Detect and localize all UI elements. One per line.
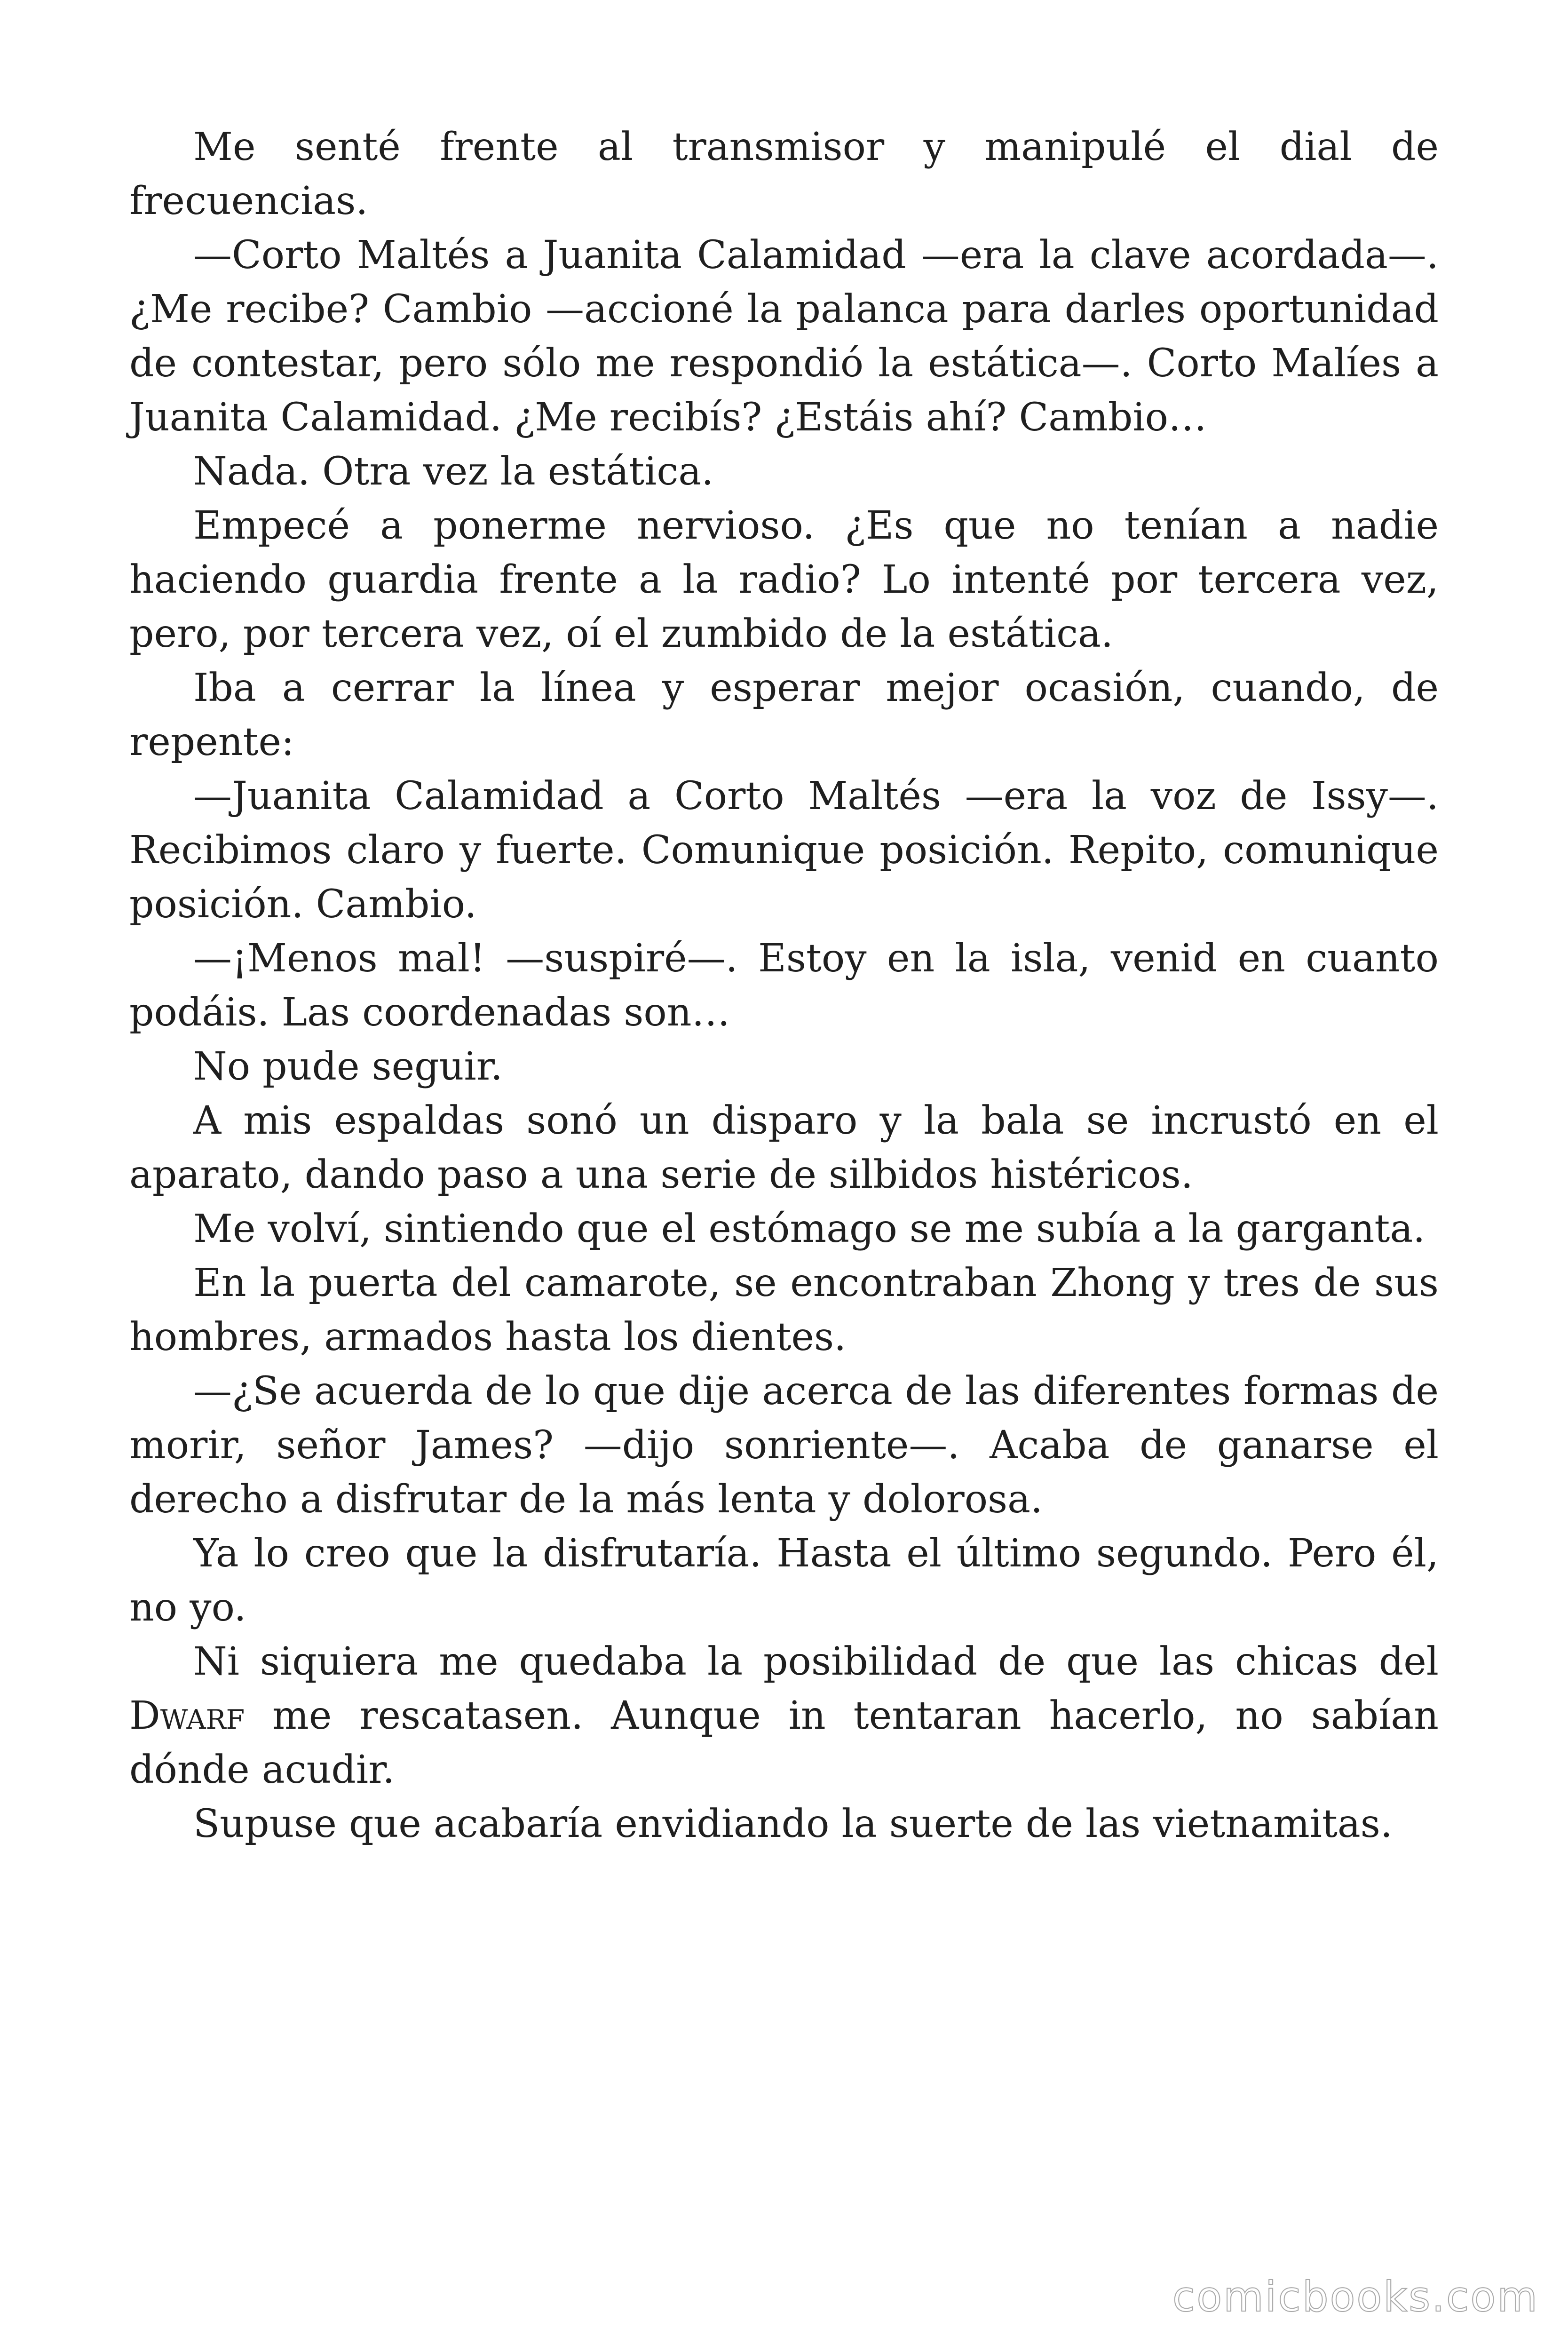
paragraph-dwarf xyxy=(129,1635,1439,1797)
paragraph: En la puerta del camarote, se encontraban Zhong y tres de sus hombres, armados hasta los dientes. xyxy=(129,1261,1439,1359)
paragraph: —¿Se acuerda de lo que dije acerca de las diferentes formas de morir, señor James? —dijo sonriente—. Acaba de ganarse el derecho a disfrutar de la más lenta y dolorosa. xyxy=(129,1369,1439,1522)
paragraph: —Corto Maltés a Juanita Calamidad —era la clave acordada—. ¿Me recibe? Cambio —accioné la palanca para darles oportunidad de contestar, pero sólo me respondió la estática—. Corto Malíes a Juanita Calamidad. ¿Me recibís? ¿Estáis ahí? Cambio… xyxy=(129,233,1439,440)
paragraph: Me senté frente al transmisor y manipulé el dial de frecuencias. xyxy=(129,125,1439,223)
paragraph: —Juanita Calamidad a Corto Maltés —era la voz de Issy—. Recibimos claro y fuerte. Comunique posición. Repito, comunique posición. Cambio. xyxy=(129,774,1439,927)
watermark: comicbooks.com xyxy=(1172,2273,1539,2321)
last-paragraph: Supuse que acabaría envidiando la suerte de las vietnamitas. xyxy=(193,1802,1393,1846)
paragraph: Empecé a ponerme nervioso. ¿Es que no tenían a nadie haciendo guardia frente a la radio? Lo intenté por tercera vez, pero, por tercera vez, oí el zumbido de la estática. xyxy=(129,503,1439,656)
paragraph: A mis espaldas sonó un disparo y la bala se incrustó en el aparato, dando paso a una serie de silbidos histéricos. xyxy=(129,1098,1439,1197)
paragraph: —¡Menos mal! —suspiré—. Estoy en la isla, venid en cuanto podáis. Las coordenadas son… xyxy=(129,936,1439,1035)
page-text xyxy=(129,120,1439,1851)
paragraph: Iba a cerrar la línea y esperar mejor ocasión, cuando, de repente: xyxy=(129,666,1439,764)
paragraph: Nada. Otra vez la estática. xyxy=(193,449,714,494)
paragraph: No pude seguir. xyxy=(193,1044,503,1089)
paragraph: Ya lo creo que la disfrutaría. Hasta el último segundo. Pero él, no yo. xyxy=(129,1531,1439,1630)
ship-name-dwarf: Dwarf xyxy=(129,1693,245,1738)
paragraph: Me volví, sintiendo que el estómago se me subía a la garganta. xyxy=(193,1207,1425,1251)
paragraph-dwarf-after: me rescatasen. Aunque in tentaran hacerlo, no sabían dónde acudir. xyxy=(129,1693,1439,1792)
paragraph-dwarf-before: Ni siquiera me quedaba la posibilidad de que las chicas del xyxy=(193,1639,1439,1684)
